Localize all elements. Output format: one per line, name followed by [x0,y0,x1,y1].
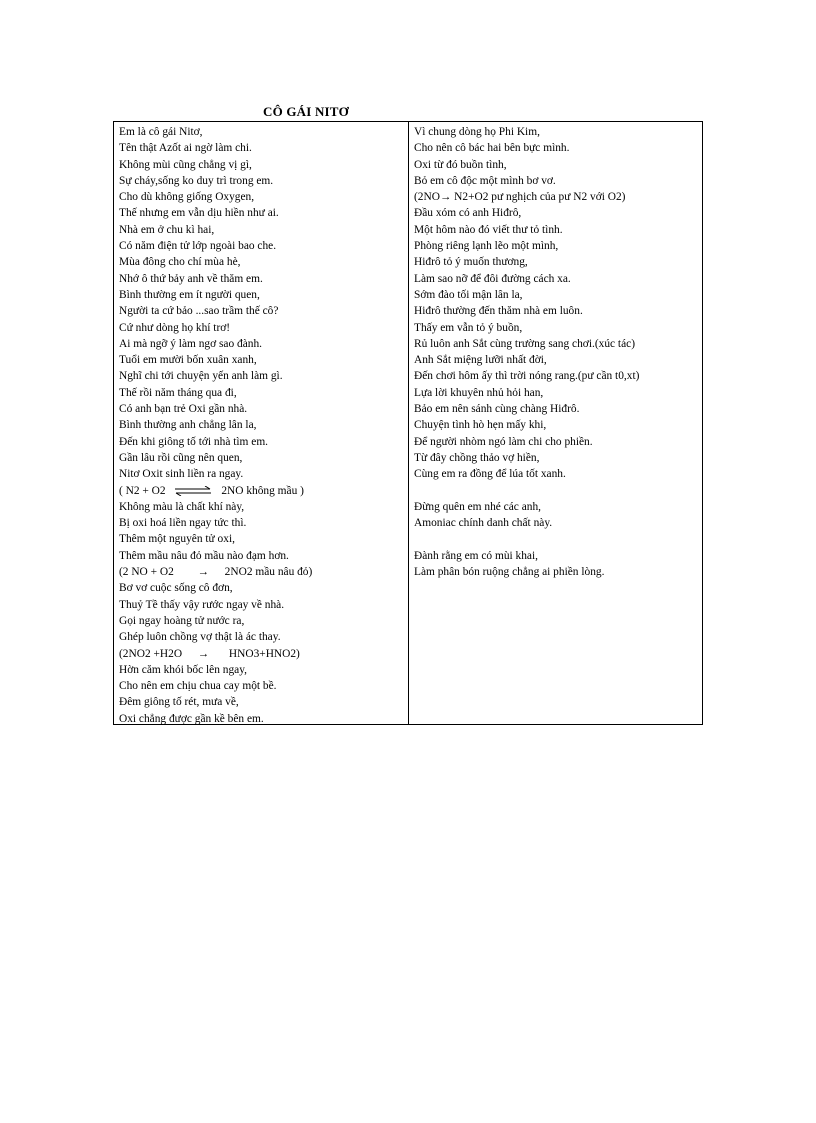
poem-line: Cho nên em chịu chua cay một bề. [119,680,277,693]
poem-line: Thế nhưng em vẫn dịu hiền như ai. [119,207,279,220]
right-column [409,122,702,724]
equation-1 [119,483,408,499]
poem-line: Phòng riêng lạnh lẽo một mình, [414,240,559,253]
poem-line: Sớm đào tối mận lân la, [414,288,523,301]
equation-1-left: ( N2 + O2 [119,484,166,497]
poem-line: Người ta cứ bảo ...sao trầm thế cô? [119,305,279,318]
poem-line: Cho nên cô bác hai bên bực mình. [414,142,570,155]
poem-line: Nitơ Oxit sinh liền ra ngay. [119,468,244,481]
poem-line: Thấy em vẫn tỏ ý buồn, [414,321,523,334]
equilibrium-arrow-icon [174,486,212,496]
poem-line: Có anh bạn trẻ Oxi gần nhà. [119,403,248,416]
equation-1-right: 2NO không mầu ) [221,484,304,497]
poem-line: Lựa lời khuyên nhủ hỏi han, [414,386,544,399]
poem-line: Chuyện tình hò hẹn mấy khi, [414,419,547,432]
poem-line: Bình thường anh chẳng lân la, [119,419,257,432]
poem-line: Em là cô gái Nitơ, [119,126,203,138]
poem-line: Hờn căm khói bốc lên ngay, [119,663,248,676]
poem-line: Rủ luôn anh Sắt cùng trường sang chơi.(xúc tác) [414,337,635,350]
poem-line: Bơ vơ cuộc sống cô đơn, [119,582,233,595]
poem-line: Bỏ em cô độc một mình bơ vơ. [414,174,556,187]
poem-line: Gần lâu rồi cũng nên quen, [119,451,243,464]
poem-line: Cứ như dòng họ khí trơ! [119,321,231,334]
poem-line: Thuỷ Tề thấy vậy rước ngay về nhà. [119,598,285,611]
poem-line: Cùng em ra đồng để lúa tốt xanh. [414,468,566,481]
poem-line: Từ đây chồng thảo vợ hiền, [414,451,540,464]
poem-line: Oxi chẳng được gần kề bên em. [119,712,264,725]
poem-line: Bình thường em ít người quen, [119,288,260,301]
poem-line: Gọi ngay hoàng tử nước ra, [119,614,245,627]
poem-line: Bảo em nên sánh cùng chàng Hiđrô. [414,403,580,416]
poem-line: Cho dù không giống Oxygen, [119,191,255,204]
poem-line: Bị oxi hoá liền ngay tức thì. [119,517,247,530]
equation-3 [119,646,408,662]
poem-line: Nhớ ô thứ bảy anh về thăm em. [119,272,263,285]
poem-line: Đêm giông tố rét, mưa về, [119,696,239,709]
poem-line: Ghép luôn chồng vợ thật là ác thay. [119,631,281,644]
poem-line: Tên thật Azốt ai ngờ làm chi. [119,142,252,155]
poem-line: Nghĩ chi tới chuyện yến anh làm gì. [119,370,283,383]
poem-line: Làm phân bón ruộng chẳng ai phiền lòng. [414,566,605,579]
poem-line: Hiđrô thường đến thăm nhà em luôn. [414,305,583,318]
poem-line: Thế rồi năm tháng qua đi, [119,386,237,399]
poem-title: CÔ GÁI NITƠ [263,104,349,119]
poem-line: Không màu là chất khí này, [119,500,245,513]
poem-table [113,121,703,725]
poem-line: Mùa đông cho chí mùa hè, [119,256,241,269]
poem-line: (2NO→ N2+O2 pư nghịch của pư N2 với O2) [414,191,626,204]
poem-line: Sự cháy,sống ko duy trì trong em. [119,174,274,187]
poem-line: Amoniac chính danh chất này. [414,517,553,530]
poem-line: Ai mà ngỡ ý làm ngơ sao đành. [119,337,263,350]
poem-line: Đến chơi hôm ấy thì trời nóng rang.(pư cần t0,xt) [414,370,640,383]
right-arrow-icon: → [197,647,210,660]
poem-line: Anh Sắt miệng lưỡi nhất đời, [414,354,547,367]
poem-line: Vì chung dòng họ Phi Kim, [414,126,540,138]
poem-line: Oxi từ đó buồn tình, [414,158,507,171]
left-column [114,122,409,724]
poem-line: Hiđrô tỏ ý muốn thương, [414,256,528,269]
right-arrow-icon: → [197,566,209,579]
poem-line: Đầu xóm có anh Hiđrô, [414,207,522,220]
equation-2 [119,564,408,580]
poem-line: Thêm mầu nâu đỏ mầu nào đạm hơn. [119,549,289,562]
poem-line: Đừng quên em nhé các anh, [414,500,541,513]
poem-line: Có năm điện tử lớp ngoài bao che. [119,240,277,253]
poem-line: Đến khi giông tố tới nhà tìm em. [119,435,269,448]
poem-line: Tuổi em mười bốn xuân xanh, [119,354,257,367]
poem-line: Một hôm nào đó viết thư tỏ tình. [414,223,563,236]
poem-line: Thêm một nguyên tử oxi, [119,533,235,546]
poem-line: Đành rằng em có mùi khai, [414,549,538,562]
poem-line: Để người nhòm ngó làm chi cho phiền. [414,435,593,448]
equation-3-right: HNO3+HNO2) [228,647,300,660]
equation-2-right: 2NO2 mầu nâu đỏ) [224,566,313,579]
poem-line: Không mùi cũng chẳng vị gì, [119,158,252,171]
equation-2-left: (2 NO + O2 [119,566,174,579]
equation-3-left: (2NO2 +H2O [119,647,183,660]
poem-line: Nhà em ở chu kì hai, [119,223,215,236]
poem-line: Làm sao nỡ để đôi đường cách xa. [414,272,571,285]
